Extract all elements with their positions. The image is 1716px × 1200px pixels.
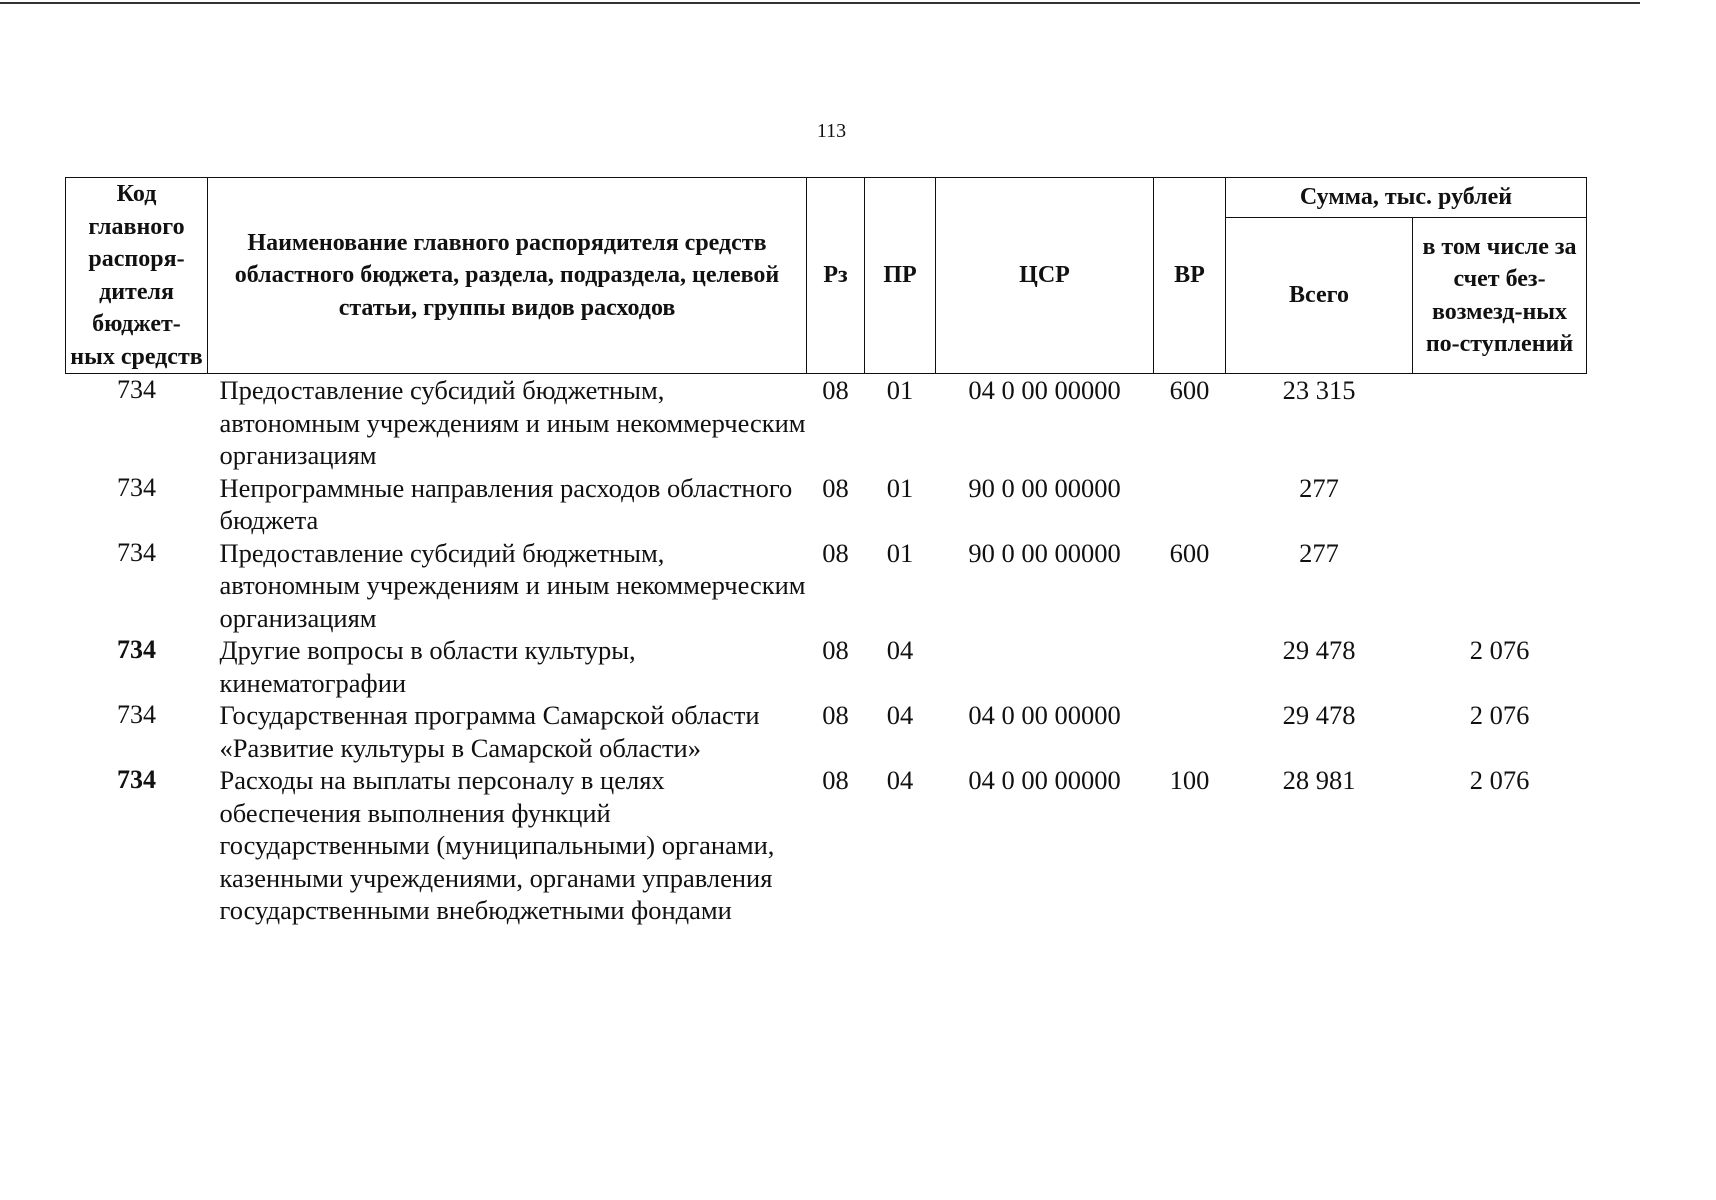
cell-name: Предоставление субсидий бюджетным, автономным учреждениям и иным некоммерческим организациям: [219, 375, 806, 470]
cell-incl: [1413, 374, 1587, 472]
cell-name: Другие вопросы в области культуры, кинематографии: [219, 635, 636, 698]
cell-csr: 90 0 00 00000: [968, 472, 1121, 503]
cell-incl: 2 076: [1469, 635, 1530, 665]
budget-table: [65, 177, 1587, 927]
cell-total: 29 478: [1282, 700, 1356, 730]
table-row: [66, 537, 1587, 635]
table-row: [66, 634, 1587, 699]
cell-code: 734: [117, 635, 156, 664]
cell-name: Расходы на выплаты персоналу в целях обеспечения выполнения функций государственными (муниципальными) органами, казенными учреждениями, органами управления государственными внебюджетными фондами: [219, 765, 775, 925]
cell-incl: [1413, 537, 1587, 635]
cell-csr: 04 0 00 00000: [968, 765, 1121, 795]
cell-total: 23 315: [1282, 375, 1356, 405]
header-sum-group: Сумма, тыс. рублей: [1226, 178, 1587, 218]
cell-incl: [1413, 472, 1587, 537]
cell-code: 734: [117, 375, 156, 404]
header-incl: в том числе за счет без-возмезд-ных по-ступлений: [1413, 218, 1587, 374]
header-total: Всего: [1226, 218, 1413, 374]
cell-vr: [1154, 472, 1226, 537]
cell-incl: 2 076: [1469, 765, 1530, 795]
page-number: 113: [816, 120, 847, 142]
cell-name: Государственная программа Самарской области «Развитие культуры в Самарской области»: [219, 700, 760, 763]
cell-vr: 100: [1169, 765, 1210, 795]
cell-code: 734: [117, 765, 156, 794]
cell-code: 734: [117, 472, 156, 502]
top-rule: [0, 2, 1640, 4]
cell-csr: [936, 634, 1154, 699]
cell-rz: 08: [822, 472, 849, 503]
table-row: [66, 374, 1587, 472]
table-row: [66, 764, 1587, 927]
cell-total: 277: [1299, 472, 1339, 503]
cell-vr: [1154, 699, 1226, 764]
cell-rz: 08: [822, 635, 849, 665]
cell-vr: 600: [1169, 375, 1210, 405]
cell-csr: 04 0 00 00000: [968, 375, 1121, 405]
cell-total: 28 981: [1282, 765, 1356, 795]
table-row: [66, 472, 1587, 537]
header-name: Наименование главного распорядителя средств областного бюджета, раздела, подраздела, целевой статьи, группы видов расходов: [208, 178, 807, 374]
header-rz: Рз: [807, 178, 865, 374]
cell-total: 277: [1299, 537, 1339, 568]
cell-name: Непрограммные направления расходов областного бюджета: [219, 472, 793, 535]
cell-csr: 90 0 00 00000: [968, 537, 1121, 568]
header-code: Код главного распоря-дителя бюджет-ных средств: [66, 178, 208, 374]
cell-vr: 600: [1169, 537, 1210, 568]
header-pr: ПР: [865, 178, 936, 374]
cell-name: Предоставление субсидий бюджетным, автономным учреждениям и иным некоммерческим организациям: [219, 537, 806, 633]
cell-rz: 08: [822, 537, 849, 568]
cell-pr: 01: [886, 537, 914, 568]
cell-rz: 08: [822, 700, 849, 730]
cell-total: 29 478: [1282, 635, 1356, 665]
header-vr: ВР: [1154, 178, 1226, 374]
header-csr: ЦСР: [936, 178, 1154, 374]
cell-pr: 01: [886, 375, 914, 405]
cell-pr: 01: [886, 472, 914, 503]
cell-code: 734: [117, 700, 156, 729]
cell-csr: 04 0 00 00000: [968, 700, 1121, 730]
table-row: [66, 699, 1587, 764]
cell-pr: 04: [886, 765, 914, 795]
cell-vr: [1154, 634, 1226, 699]
cell-rz: 08: [822, 765, 849, 795]
cell-pr: 04: [886, 700, 914, 730]
cell-pr: 04: [886, 635, 914, 665]
cell-rz: 08: [822, 375, 849, 405]
cell-code: 734: [117, 537, 156, 567]
cell-incl: 2 076: [1469, 700, 1530, 730]
